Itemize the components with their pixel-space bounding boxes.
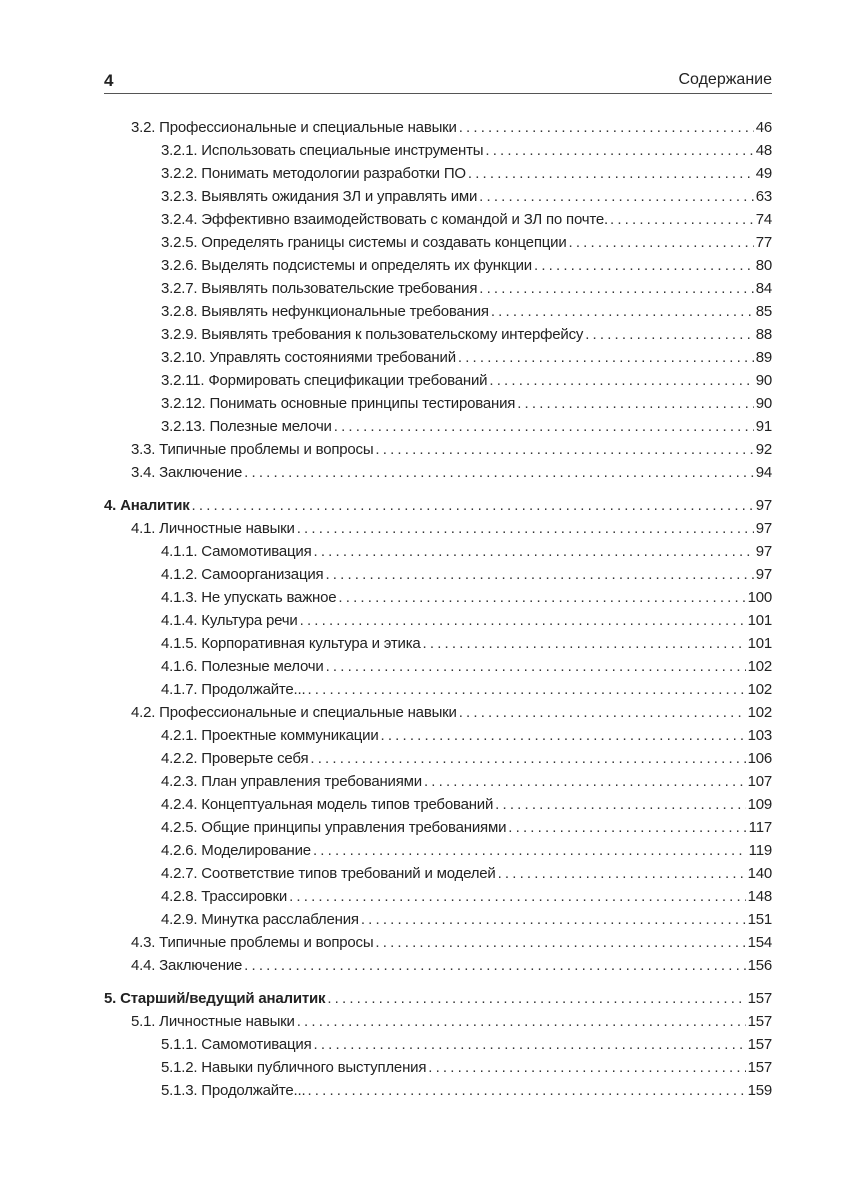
toc-entry-title: 4.2.1. Проектные коммуникации xyxy=(161,727,379,744)
toc-subsection[interactable] xyxy=(104,277,772,300)
dot-leader xyxy=(314,1033,746,1056)
toc-subsection[interactable] xyxy=(104,231,772,254)
toc-entry-title: 4.2.3. План управления требованиями xyxy=(161,773,422,790)
toc-subsection[interactable] xyxy=(104,208,772,231)
dot-leader xyxy=(297,1010,746,1033)
toc-entry-page: 63 xyxy=(755,188,772,205)
dot-leader xyxy=(192,494,754,517)
toc-entry-title: 3.3. Типичные проблемы и вопросы xyxy=(131,441,374,458)
dot-leader xyxy=(485,139,753,162)
toc-entry-page: 157 xyxy=(747,1036,772,1053)
toc-entry-page: 159 xyxy=(747,1082,772,1099)
toc-chapter[interactable] xyxy=(104,494,772,517)
toc-entry-page: 157 xyxy=(747,1013,772,1030)
toc-subsection[interactable] xyxy=(104,415,772,438)
dot-leader xyxy=(244,461,754,484)
toc-entry-page: 49 xyxy=(755,165,772,182)
toc-entry-page: 91 xyxy=(755,418,772,435)
toc-entry-title: 5.1. Личностные навыки xyxy=(131,1013,295,1030)
dot-leader xyxy=(244,954,745,977)
toc-subsection[interactable] xyxy=(104,162,772,185)
toc-entry-page: 140 xyxy=(747,865,772,882)
dot-leader xyxy=(479,277,753,300)
running-title: Содержание xyxy=(678,71,772,88)
toc-section[interactable] xyxy=(104,931,772,954)
toc-subsection[interactable] xyxy=(104,724,772,747)
toc-entry-title: 4.1.5. Корпоративная культура и этика xyxy=(161,635,421,652)
dot-leader xyxy=(307,678,745,701)
toc-entry-title: 4.2.8. Трассировки xyxy=(161,888,288,905)
toc-entry-title: 3.2.4. Эффективно взаимодействовать с командой и ЗЛ по почте. xyxy=(161,211,608,228)
dot-leader xyxy=(489,369,753,392)
toc-entry-title: 4.1.3. Не упускать важное xyxy=(161,589,337,606)
dot-leader xyxy=(423,632,746,655)
toc-entry-title: 4.4. Заключение xyxy=(131,957,243,974)
toc-entry-title: 4.2. Профессиональные и специальные навыки xyxy=(131,704,457,721)
toc-entry-page: 89 xyxy=(755,349,772,366)
dot-leader xyxy=(569,231,754,254)
toc-subsection[interactable] xyxy=(104,1056,772,1079)
toc-section[interactable] xyxy=(104,1010,772,1033)
dot-leader xyxy=(375,438,753,461)
toc-subsection[interactable] xyxy=(104,563,772,586)
toc-subsection[interactable] xyxy=(104,586,772,609)
toc-entry-page: 109 xyxy=(747,796,772,813)
dot-leader xyxy=(289,885,745,908)
toc-entry-page: 154 xyxy=(747,934,772,951)
toc-entry-title: 4.1.2. Самоорганизация xyxy=(161,566,324,583)
toc-section[interactable] xyxy=(104,701,772,724)
toc-section[interactable] xyxy=(104,116,772,139)
toc-subsection[interactable] xyxy=(104,908,772,931)
toc-entry-page: 102 xyxy=(747,658,772,675)
toc-entry-page: 103 xyxy=(747,727,772,744)
dot-leader xyxy=(428,1056,745,1079)
toc-entry-page: 97 xyxy=(755,520,772,537)
toc-section[interactable] xyxy=(104,461,772,484)
toc-entry-title: 3.2.5. Определять границы системы и создавать концепции xyxy=(161,234,567,251)
toc-entry-page: 88 xyxy=(755,326,772,343)
toc-subsection[interactable] xyxy=(104,346,772,369)
toc-entry-title: 3.2.10. Управлять состояниями требований xyxy=(161,349,456,366)
toc-entry-page: 107 xyxy=(747,773,772,790)
dot-leader xyxy=(325,563,753,586)
toc-entry-page: 77 xyxy=(755,234,772,251)
toc-entry-page: 102 xyxy=(747,704,772,721)
toc-subsection[interactable] xyxy=(104,747,772,770)
toc-entry-title: 3.2.1. Использовать специальные инструменты xyxy=(161,142,484,159)
toc-entry-title: 4.2.7. Соответствие типов требований и моделей xyxy=(161,865,496,882)
table-of-contents xyxy=(104,116,772,1102)
toc-entry-page: 106 xyxy=(747,750,772,767)
toc-subsection[interactable] xyxy=(104,885,772,908)
dot-leader xyxy=(498,862,746,885)
dot-leader xyxy=(585,323,753,346)
toc-entry-page: 97 xyxy=(755,566,772,583)
toc-entry-title: 3.2.3. Выявлять ожидания ЗЛ и управлять ими xyxy=(161,188,478,205)
toc-entry-page: 74 xyxy=(755,211,772,228)
toc-subsection[interactable] xyxy=(104,1033,772,1056)
toc-entry-title: 4.2.5. Общие принципы управления требованиями xyxy=(161,819,507,836)
toc-subsection[interactable] xyxy=(104,254,772,277)
toc-entry-title: 4.3. Типичные проблемы и вопросы xyxy=(131,934,374,951)
toc-entry-title: 3.2.6. Выделять подсистемы и определять их функции xyxy=(161,257,532,274)
dot-leader xyxy=(361,908,746,931)
page-number: 4 xyxy=(104,71,114,90)
toc-entry-page: 157 xyxy=(747,1059,772,1076)
toc-entry-title: 3.2.13. Полезные мелочи xyxy=(161,418,332,435)
toc-entry-page: 84 xyxy=(755,280,772,297)
dot-leader xyxy=(326,655,746,678)
toc-chapter[interactable] xyxy=(104,987,772,1010)
toc-subsection[interactable] xyxy=(104,862,772,885)
toc-entry-title: 4.1. Личностные навыки xyxy=(131,520,295,537)
dot-leader xyxy=(338,586,745,609)
toc-entry-page: 148 xyxy=(747,888,772,905)
toc-entry-page: 46 xyxy=(755,119,772,136)
dot-leader xyxy=(424,770,746,793)
toc-entry-page: 90 xyxy=(755,372,772,389)
toc-subsection[interactable] xyxy=(104,816,772,839)
toc-entry-page: 101 xyxy=(747,612,772,629)
dot-leader xyxy=(459,116,754,139)
toc-subsection[interactable] xyxy=(104,632,772,655)
toc-subsection[interactable] xyxy=(104,609,772,632)
toc-section[interactable] xyxy=(104,954,772,977)
dot-leader xyxy=(610,208,754,231)
toc-entry-title: 4.2.4. Концептуальная модель типов требований xyxy=(161,796,494,813)
toc-entry-title: 4.1.7. Продолжайте... xyxy=(161,681,306,698)
toc-entry-title: 3.2.9. Выявлять требования к пользовательскому интерфейсу xyxy=(161,326,584,343)
dot-leader xyxy=(534,254,754,277)
dot-leader xyxy=(327,987,745,1010)
toc-entry-title: 3.2.8. Выявлять нефункциональные требования xyxy=(161,303,489,320)
dot-leader xyxy=(314,540,754,563)
dot-leader xyxy=(508,816,746,839)
toc-entry-title: 5.1.2. Навыки публичного выступления xyxy=(161,1059,427,1076)
toc-entry-page: 48 xyxy=(755,142,772,159)
toc-entry-title: 5. Старший/ведущий аналитик xyxy=(104,990,326,1007)
toc-section[interactable] xyxy=(104,438,772,461)
toc-entry-page: 80 xyxy=(755,257,772,274)
dot-leader xyxy=(381,724,746,747)
toc-entry-title: 3.2.7. Выявлять пользовательские требования xyxy=(161,280,478,297)
header-rule xyxy=(104,93,772,94)
dot-leader xyxy=(300,609,746,632)
toc-entry-title: 3.2.12. Понимать основные принципы тестирования xyxy=(161,395,516,412)
toc-subsection[interactable] xyxy=(104,300,772,323)
toc-entry-page: 156 xyxy=(747,957,772,974)
dot-leader xyxy=(310,747,745,770)
dot-leader xyxy=(297,517,754,540)
toc-entry-page: 151 xyxy=(747,911,772,928)
toc-entry-page: 92 xyxy=(755,441,772,458)
dot-leader xyxy=(307,1079,745,1102)
toc-subsection[interactable] xyxy=(104,540,772,563)
toc-entry-page: 101 xyxy=(747,635,772,652)
toc-entry-title: 4.2.6. Моделирование xyxy=(161,842,311,859)
toc-subsection[interactable] xyxy=(104,678,772,701)
dot-leader xyxy=(375,931,745,954)
toc-subsection[interactable] xyxy=(104,369,772,392)
toc-subsection[interactable] xyxy=(104,392,772,415)
toc-entry-page: 97 xyxy=(755,543,772,560)
dot-leader xyxy=(479,185,754,208)
toc-subsection[interactable] xyxy=(104,1079,772,1102)
toc-entry-title: 4. Аналитик xyxy=(104,497,190,514)
toc-entry-title: 3.4. Заключение xyxy=(131,464,243,481)
dot-leader xyxy=(491,300,754,323)
toc-entry-page: 157 xyxy=(747,990,772,1007)
dot-leader xyxy=(495,793,745,816)
toc-subsection[interactable] xyxy=(104,770,772,793)
toc-entry-title: 3.2. Профессиональные и специальные навыки xyxy=(131,119,457,136)
toc-subsection[interactable] xyxy=(104,185,772,208)
toc-entry-page: 117 xyxy=(748,819,772,836)
toc-entry-title: 3.2.2. Понимать методологии разработки ПО xyxy=(161,165,466,182)
toc-section[interactable] xyxy=(104,517,772,540)
toc-subsection[interactable] xyxy=(104,793,772,816)
toc-entry-page: 97 xyxy=(755,497,772,514)
toc-subsection[interactable] xyxy=(104,139,772,162)
toc-entry-title: 5.1.1. Самомотивация xyxy=(161,1036,312,1053)
dot-leader xyxy=(313,839,747,862)
toc-entry-title: 4.2.9. Минутка расслабления xyxy=(161,911,359,928)
dot-leader xyxy=(334,415,754,438)
page-header xyxy=(104,69,772,93)
toc-entry-title: 5.1.3. Продолжайте... xyxy=(161,1082,306,1099)
toc-entry-page: 94 xyxy=(755,464,772,481)
toc-entry-page: 119 xyxy=(748,842,772,859)
toc-entry-page: 85 xyxy=(755,303,772,320)
toc-entry-title: 4.1.6. Полезные мелочи xyxy=(161,658,324,675)
toc-entry-page: 100 xyxy=(747,589,772,606)
toc-entry-page: 90 xyxy=(755,395,772,412)
toc-entry-title: 4.2.2. Проверьте себя xyxy=(161,750,309,767)
toc-subsection[interactable] xyxy=(104,323,772,346)
toc-entry-page: 102 xyxy=(747,681,772,698)
dot-leader xyxy=(458,346,754,369)
dot-leader xyxy=(459,701,746,724)
toc-subsection[interactable] xyxy=(104,839,772,862)
dot-leader xyxy=(517,392,754,415)
toc-subsection[interactable] xyxy=(104,655,772,678)
toc-entry-title: 4.1.4. Культура речи xyxy=(161,612,298,629)
toc-entry-title: 4.1.1. Самомотивация xyxy=(161,543,312,560)
dot-leader xyxy=(468,162,754,185)
toc-entry-title: 3.2.11. Формировать спецификации требований xyxy=(161,372,488,389)
